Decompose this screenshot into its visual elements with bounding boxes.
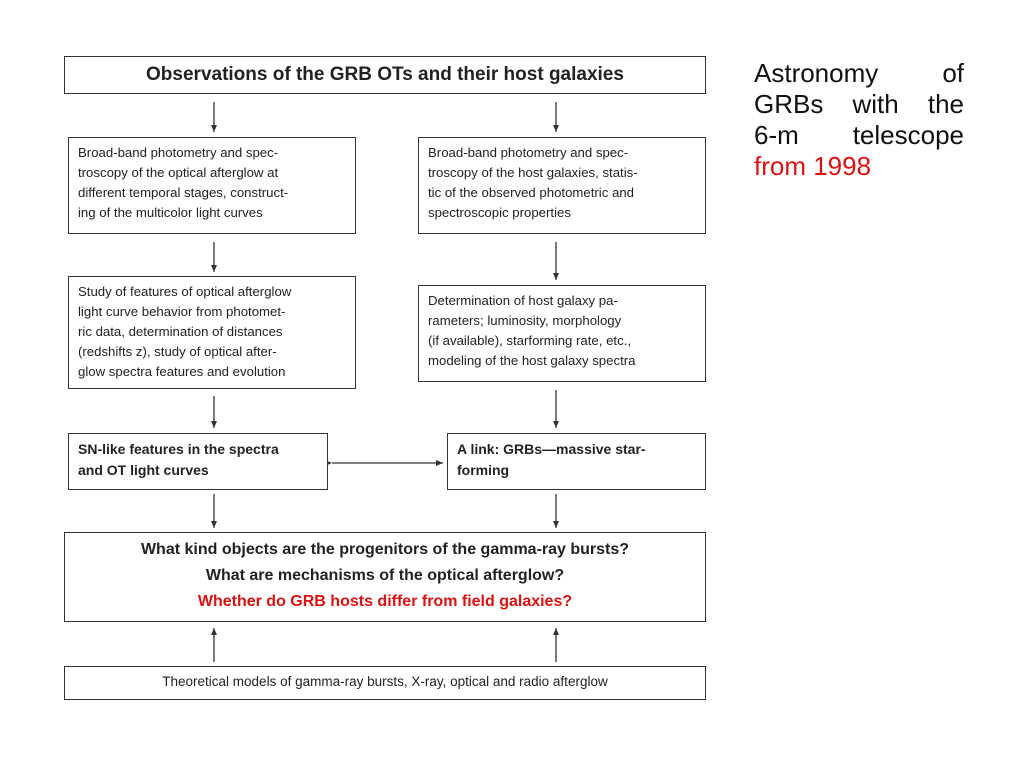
slide-heading-year: from 1998 bbox=[754, 151, 872, 181]
left-box-light-curve-study-line: light curve behavior from photomet- bbox=[78, 304, 286, 319]
left-box-photometry bbox=[68, 137, 356, 234]
left-box-light-curve-study bbox=[68, 276, 356, 389]
right-box-host-parameters-line: modeling of the host galaxy spectra bbox=[428, 353, 636, 368]
right-box-grb-link-line: forming bbox=[457, 462, 510, 478]
left-box-light-curve-study-line: glow spectra features and evolution bbox=[78, 364, 286, 379]
questions-box bbox=[64, 532, 706, 622]
theoretical-models-box: Theoretical models of gamma-ray bursts, X-ray, optical and radio afterglow bbox=[64, 666, 706, 700]
right-box-host-photometry-line: Broad-band photometry and spec- bbox=[428, 145, 629, 160]
right-box-host-photometry bbox=[418, 137, 706, 234]
left-box-light-curve-study-line: ric data, determination of distances bbox=[78, 324, 283, 339]
right-box-host-parameters bbox=[418, 285, 706, 382]
right-box-host-photometry-line: spectroscopic properties bbox=[428, 205, 571, 220]
right-box-host-parameters-line: Determination of host galaxy pa- bbox=[428, 293, 618, 308]
question-progenitors: What kind objects are the progenitors of the gamma-ray bursts? bbox=[140, 541, 630, 558]
left-box-light-curve-study-line: Study of features of optical afterglow bbox=[78, 284, 292, 299]
right-box-grb-link-line: A link: GRBs—massive star- bbox=[457, 441, 646, 457]
right-box-host-photometry-line: troscopy of the host galaxies, statis- bbox=[428, 165, 638, 180]
left-box-sn-features-line: SN-like features in the spectra bbox=[78, 441, 279, 457]
left-box-photometry-line: different temporal stages, construct- bbox=[78, 185, 289, 200]
right-box-host-parameters-line: (if available), starforming rate, etc., bbox=[428, 333, 632, 348]
right-box-grb-link bbox=[447, 433, 706, 490]
right-box-host-photometry-line: tic of the observed photometric and bbox=[428, 185, 634, 200]
title-box: Observations of the GRB OTs and their host galaxies bbox=[64, 56, 706, 94]
left-box-sn-features-line: and OT light curves bbox=[78, 462, 209, 478]
question-afterglow-mechanism: What are mechanisms of the optical afterglow? bbox=[205, 567, 565, 584]
left-box-photometry-line: Broad-band photometry and spec- bbox=[78, 145, 279, 160]
question-hosts-vs-field: Whether do GRB hosts differ from field galaxies? bbox=[197, 593, 573, 610]
left-box-photometry-line: troscopy of the optical afterglow at bbox=[78, 165, 279, 180]
left-box-sn-features bbox=[68, 433, 328, 490]
left-box-photometry-line: ing of the multicolor light curves bbox=[78, 205, 263, 220]
slide-heading-line: 6-m telescope bbox=[754, 120, 964, 150]
slide-heading bbox=[754, 58, 964, 182]
right-box-host-parameters-line: rameters; luminosity, morphology bbox=[428, 313, 622, 328]
left-box-light-curve-study-line: (redshifts z), study of optical after- bbox=[78, 344, 277, 359]
slide-heading-line: Astronomy of bbox=[754, 58, 964, 88]
slide-heading-line: GRBs with the bbox=[754, 89, 964, 119]
